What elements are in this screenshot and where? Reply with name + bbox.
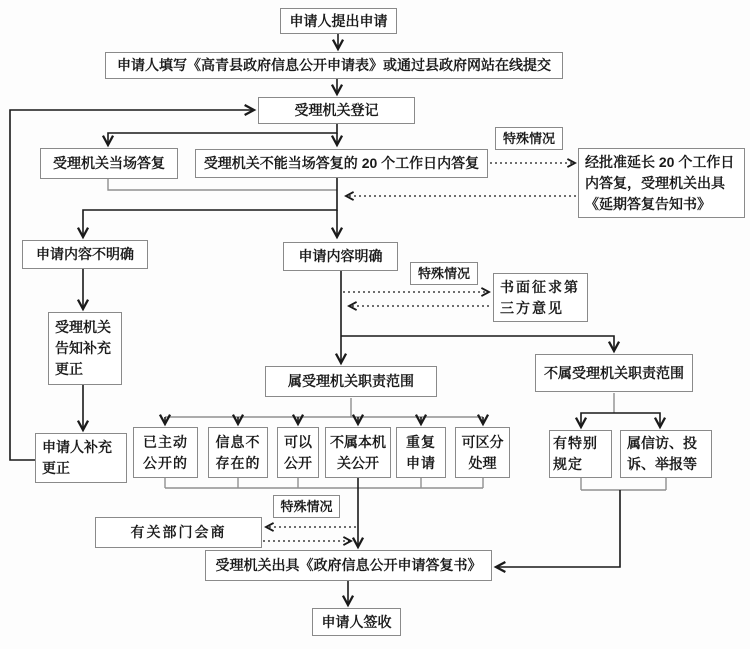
node-not-exist: 信息不存在的 bbox=[208, 427, 268, 478]
label-special-case-bottom: 特殊情况 bbox=[273, 495, 340, 518]
node-unclear: 申请内容不明确 bbox=[22, 240, 148, 269]
node-third-party: 书面征求第三方意见 bbox=[493, 273, 588, 322]
node-already-public: 已主动公开的 bbox=[133, 427, 198, 478]
label-special-case-top: 特殊情况 bbox=[495, 127, 563, 150]
node-supplement: 申请人补充更正 bbox=[35, 433, 127, 483]
node-issue-reply: 受理机关出具《政府信息公开申请答复书》 bbox=[205, 550, 492, 581]
node-in-scope: 属受理机关职责范围 bbox=[265, 366, 437, 397]
node-notify-supplement: 受理机关告知补充更正 bbox=[48, 312, 122, 385]
node-consult: 有关部门会商 bbox=[95, 517, 262, 548]
node-onsite-reply: 受理机关当场答复 bbox=[40, 148, 178, 179]
node-apply: 申请人提出申请 bbox=[280, 8, 397, 34]
node-out-scope: 不属受理机关职责范围 bbox=[535, 354, 693, 392]
node-repeat-apply: 重复申请 bbox=[396, 427, 446, 478]
node-clear: 申请内容明确 bbox=[283, 242, 398, 271]
node-register: 受理机关登记 bbox=[258, 97, 415, 124]
dotted-arrows bbox=[263, 163, 576, 541]
node-petition: 属信访、投诉、举报等 bbox=[620, 430, 712, 478]
node-deferred-reply: 受理机关不能当场答复的 20 个工作日内答复 bbox=[195, 149, 488, 178]
node-separable: 可区分处理 bbox=[455, 427, 510, 478]
node-other-agency: 不属本机关公开 bbox=[325, 427, 391, 478]
node-extension: 经批准延长 20 个工作日内答复，受理机关出具《延期答复告知书》 bbox=[578, 148, 745, 218]
label-special-case-mid: 特殊情况 bbox=[410, 262, 478, 285]
node-fill-form: 申请人填写《高青县政府信息公开申请表》或通过县政府网站在线提交 bbox=[105, 52, 563, 79]
node-special-rule: 有特别规定 bbox=[549, 430, 612, 478]
node-sign: 申请人签收 bbox=[312, 608, 401, 636]
node-can-public: 可以公开 bbox=[277, 427, 319, 478]
